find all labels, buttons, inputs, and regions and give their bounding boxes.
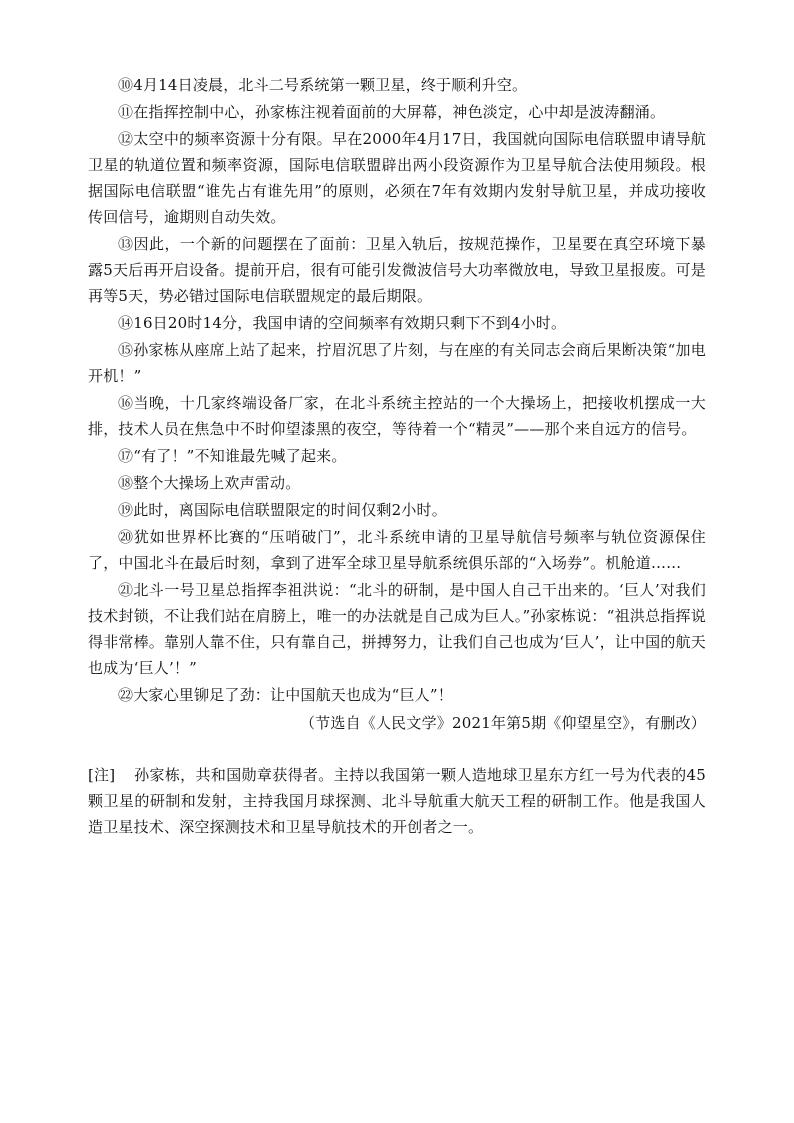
paragraph-20: ⑳犹如世界杯比赛的“压哨破门”，北斗系统申请的卫星导航信号频率与轨位资源保住了，中国北斗在最后时刻，拿到了进军全球卫星导航系统俱乐部的“入场券”。机舱道……: [88, 528, 706, 572]
paragraph-17: ⑰“有了！”不知谁最先喊了起来。: [118, 447, 347, 465]
paragraph-10: ⑩4月14日凌晨，北斗二号系统第一颗卫星，终于顺利升空。: [118, 76, 528, 94]
paragraph-11: ⑪在指挥控制中心，孙家栋注视着面前的大屏幕，神色淡定，心中却是波涛翻涌。: [118, 103, 666, 121]
paragraph-22: ㉒大家心里铆足了劲：让中国航天也成为“巨人”！: [118, 686, 453, 704]
paragraph-18: ⑱整个大操场上欢声雷动。: [118, 474, 301, 492]
note-text: 孙家栋，共和国勋章获得者。主持以我国第一颗人造地球卫星东方红一号为代表的45颗卫星的研制和发射，主持我国月球探测、北斗导航重大航天工程的研制工作。他是我国人造卫星技术、深空探测技术和卫星导航技术的开创者之一。: [88, 766, 706, 836]
article-body: [88, 72, 706, 736]
document-page: [88, 72, 706, 840]
paragraph-12: ⑫太空中的频率资源十分有限。早在2000年4月17日，我国就向国际电信联盟申请导航卫星的轨道位置和频率资源，国际电信联盟辟出两小段资源作为卫星导航合法使用频段。根据国际电信联盟“谁先占有谁先用”的原则，必须在7年有效期内发射导航卫星，并成功接收传回信号，逾期则自动失效。: [88, 130, 706, 226]
paragraph-16: ⑯当晚，十几家终端设备厂家，在北斗系统主控站的一个大操场上，把接收机摆成一大排，技术人员在焦急中不时仰望漆黑的夜空，等待着一个“精灵”——那个来自远方的信号。: [88, 394, 706, 438]
paragraph-15: ⑮孙家栋从座席上站了起来，拧眉沉思了片刻，与在座的有关同志会商后果断决策“加电开机！”: [88, 341, 706, 385]
paragraph-13: ⑬因此，一个新的问题摆在了面前：卫星入轨后，按规范操作，卫星要在真空环境下暴露5天后再开启设备。提前开启，很有可能引发微波信号大功率微放电，导致卫星报废。可是再等5天，势必错过国际电信联盟规定的最后期限。: [88, 235, 706, 305]
note-label: [注]: [88, 766, 116, 784]
paragraph-19: ⑲此时，离国际电信联盟限定的时间仅剩2小时。: [118, 501, 447, 519]
paragraph-21: ㉑北斗一号卫星总指挥李祖洪说：“北斗的研制，是中国人自己干出来的。‘巨人’对我们技术封锁，不让我们站在肩膀上，唯一的办法就是自己成为巨人。”孙家栋说：“祖洪总指挥说得非常棒。靠别人靠不住，只有靠自己，拼搏努力，让我们自己也成为‘巨人’，让中国的航天也成为‘巨人’！”: [88, 581, 706, 677]
source-citation: （节选自《人民文学》2021年第5期《仰望星空》，有删改）: [299, 714, 706, 732]
annotation-note: [88, 762, 706, 840]
paragraph-14: ⑭16日20时14分，我国申请的空间频率有效期只剩下不到4小时。: [118, 314, 567, 332]
